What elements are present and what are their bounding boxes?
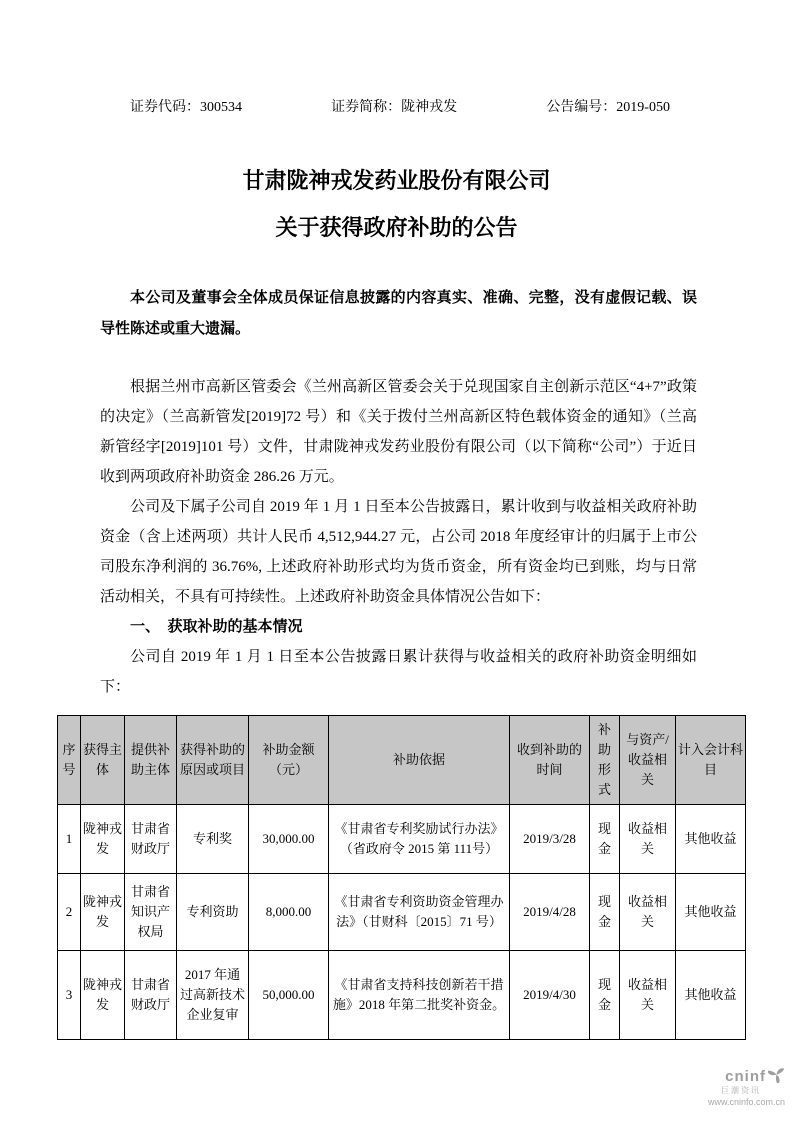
paragraph-subsidy-basis: 根据兰州市高新区管委会《兰州高新区管委会关于兑现国家自主创新示范区“4+7”政策的决定》（兰高新管发[2019]72 号）和《关于拨付兰州高新区特色载体资金的通知》（兰高新管经字[2019]101 号）文件，甘肃陇神戎发药业股份有限公司（以下简称“公司”）于近日收到两项政府补助资金 286.26 万元。 [100,379,697,485]
subsidy-table [57,715,746,1040]
announcement-number: 公告编号：2019-050 [546,100,670,115]
cell-seq: 1 [58,805,81,874]
cell-provider: 甘肃省财政厅 [125,951,177,1040]
paragraph-subsidy-summary: 公司及下属子公司自 2019 年 1 月 1 日至本公告披露日，累计收到与收益相关政府补助资金（含上述两项）共计人民币 4,512,944.27 元，占公司 2018 年度经审计的归属于上市公司股东净利润的 36.76%, 上述政府补助形式均为货币资金，所有资金均已到账，均与日常活动相关，不具有可持续性。上述政府补助资金具体情况公告如下： [100,499,697,605]
cell-reason: 专利资助 [177,874,249,951]
cell-related: 收益相关 [620,951,676,1040]
cninfo-watermark [708,1066,785,1108]
cell-basis: 《甘肃省支持科技创新若干措施》2018 年第二批奖补资金。 [329,951,510,1040]
cell-recipient: 陇神戎发 [81,805,125,874]
cell-amount: 50,000.00 [249,951,329,1040]
company-title: 甘肃陇神戎发药业股份有限公司 [242,168,551,193]
cell-provider: 甘肃省财政厅 [125,805,177,874]
col-header-recipient: 获得主体 [81,716,125,805]
cell-account: 其他收益 [676,874,746,951]
col-header-basis: 补助依据 [329,716,510,805]
cell-basis: 《甘肃省专利奖励试行办法》（省政府令 2015 第 111号） [329,805,510,874]
col-header-amount: 补助金额（元） [249,716,329,805]
cell-related: 收益相关 [620,805,676,874]
table-row [58,805,746,874]
cell-provider: 甘肃省知识产权局 [125,874,177,951]
col-header-related: 与资产/收益相关 [620,716,676,805]
disclaimer-statement: 本公司及董事会全体成员保证信息披露的内容真实、准确、完整，没有虚假记载、误导性陈述或重大遗漏。 [100,290,697,337]
cninfo-logo-text: cninf [725,1067,766,1085]
col-header-form: 补助形式 [590,716,620,805]
cninfo-chinese-name: 巨潮资讯 [721,1086,761,1095]
col-header-account: 计入会计科目 [676,716,746,805]
cell-reason: 专利奖 [177,805,249,874]
table-header-row [58,716,746,805]
cell-form: 现金 [590,951,620,1040]
section-intro: 公司自 2019 年 1 月 1 日至本公告披露日累计获得与收益相关的政府补助资金明细如下： [100,649,697,695]
stock-code: 证券代码：300534 [130,100,242,115]
cninfo-url: www.cninfo.com.cn [707,1097,785,1107]
table-row [58,874,746,951]
col-header-reason: 获得补助的原因或项目 [177,716,249,805]
cell-recipient: 陇神戎发 [81,874,125,951]
col-header-provider: 提供补助主体 [125,716,177,805]
cell-seq: 2 [58,874,81,951]
cell-form: 现金 [590,805,620,874]
cell-form: 现金 [590,874,620,951]
cell-recipient: 陇神戎发 [81,951,125,1040]
cell-amount: 30,000.00 [249,805,329,874]
table-row [58,951,746,1040]
cninfo-swirl-icon [768,1066,785,1086]
cell-date: 2019/4/30 [510,951,590,1040]
section-heading: 一、 获取补助的基本情况 [130,618,303,635]
col-header-date: 收到补助的时间 [510,716,590,805]
col-header-seq: 序号 [58,716,81,805]
cell-date: 2019/3/28 [510,805,590,874]
stock-name: 证券简称：陇神戎发 [331,100,458,115]
doc-header [130,0,670,118]
cell-related: 收益相关 [620,874,676,951]
announcement-title: 关于获得政府补助的公告 [275,215,518,240]
cell-date: 2019/4/28 [510,874,590,951]
cell-seq: 3 [58,951,81,1040]
cell-reason: 2017 年通过高新技术企业复审 [177,951,249,1040]
cell-account: 其他收益 [676,951,746,1040]
cell-basis: 《甘肃省专利资助资金管理办法》（甘财科〔2015〕71 号） [329,874,510,951]
cell-amount: 8,000.00 [249,874,329,951]
cell-account: 其他收益 [676,805,746,874]
